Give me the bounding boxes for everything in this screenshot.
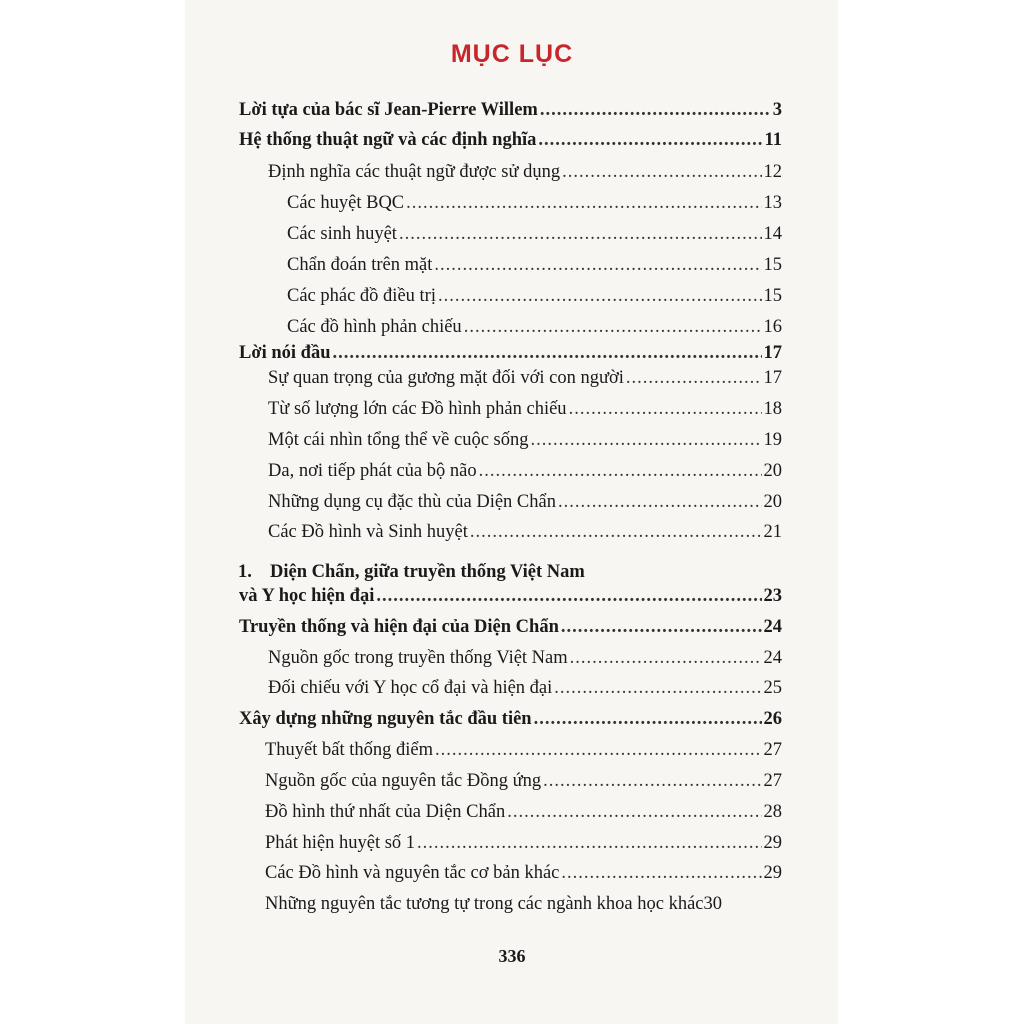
toc-entry-label: Những dụng cụ đặc thù của Diện Chẩn xyxy=(268,492,556,512)
toc-leader-dots xyxy=(434,254,761,276)
toc-entry-label: Nguồn gốc trong truyền thống Việt Nam xyxy=(268,648,568,668)
toc-entry-page: 24 xyxy=(763,617,782,637)
toc-entry-page: 21 xyxy=(763,522,782,542)
toc-entry xyxy=(268,460,782,482)
toc-entry-page: 17 xyxy=(763,368,782,388)
toc-entry-page: 20 xyxy=(763,461,782,481)
toc-entry-label: Các đồ hình phản chiếu xyxy=(287,317,462,337)
toc-leader-dots xyxy=(543,770,761,792)
toc-leader-dots xyxy=(561,862,761,884)
toc-leader-dots xyxy=(534,708,762,730)
toc-entry-page: 30 xyxy=(703,894,723,914)
toc-entry-label: Nguồn gốc của nguyên tắc Đồng ứng xyxy=(265,771,542,791)
toc-leader-dots xyxy=(569,398,762,420)
toc-entry-page: 29 xyxy=(763,863,782,883)
toc-entry xyxy=(287,192,782,214)
toc-entry-page: 15 xyxy=(763,255,782,275)
toc-entry-page: 26 xyxy=(763,709,782,729)
toc-entry-page: 29 xyxy=(763,833,782,853)
toc-leader-dots xyxy=(540,99,771,121)
toc-entry-label: Phát hiện huyệt số 1 xyxy=(265,833,416,853)
toc-entry-page: 13 xyxy=(763,193,782,213)
toc-entry-label: Các Đồ hình và nguyên tắc cơ bản khác xyxy=(265,863,560,883)
page-title: MỤC LỤC xyxy=(450,40,574,68)
toc-entry-label: Thuyết bất thống điểm xyxy=(265,740,434,760)
toc-entry xyxy=(265,770,782,792)
toc-entry xyxy=(265,739,782,761)
toc-leader-dots xyxy=(561,616,762,638)
toc-entry-label: Da, nơi tiếp phát của bộ não xyxy=(268,461,477,481)
toc-entry xyxy=(239,99,782,121)
toc-entry-page: 19 xyxy=(763,430,782,450)
toc-entry xyxy=(265,893,779,915)
toc-leader-dots xyxy=(376,585,761,607)
toc-leader-dots xyxy=(554,677,761,699)
toc-leader-dots xyxy=(332,342,761,364)
toc-entry xyxy=(239,616,782,638)
toc-leader-dots xyxy=(464,316,762,338)
toc-leader-dots xyxy=(507,801,761,823)
toc-entry xyxy=(265,862,782,884)
toc-entry xyxy=(265,832,782,854)
toc-entry-page: 12 xyxy=(763,162,782,182)
toc-entry-label: Đồ hình thứ nhất của Diện Chẩn xyxy=(265,802,506,822)
toc-leader-dots xyxy=(406,192,761,214)
toc-entry-label: Đối chiếu với Y học cổ đại và hiện đại xyxy=(268,678,553,698)
toc-entry-page: 15 xyxy=(763,286,782,306)
toc-entry-label: Xây dựng những nguyên tắc đầu tiên xyxy=(239,709,532,729)
toc-entry-label: Các Đồ hình và Sinh huyệt xyxy=(268,522,468,542)
toc-entry-page: 28 xyxy=(763,802,782,822)
toc-entry xyxy=(268,677,782,699)
toc-entry xyxy=(239,342,782,364)
toc-leader-dots xyxy=(538,129,762,151)
toc-entry-page: 27 xyxy=(763,740,782,760)
chapter-heading xyxy=(238,561,585,583)
toc-entry-label: Sự quan trọng của gương mặt đối với con người xyxy=(268,368,624,388)
chapter-number: 1. xyxy=(238,562,252,582)
toc-entry-page: 11 xyxy=(764,130,782,150)
toc-entry-label: Chẩn đoán trên mặt xyxy=(287,255,433,275)
toc-leader-dots xyxy=(562,161,761,183)
toc-leader-dots xyxy=(417,832,761,854)
toc-leader-dots xyxy=(570,647,762,669)
toc-entry xyxy=(268,367,782,389)
toc-leader-dots xyxy=(399,223,762,245)
toc-entry xyxy=(268,398,782,420)
toc-entry-page: 24 xyxy=(763,648,782,668)
toc-entry-page: 16 xyxy=(763,317,782,337)
toc-entry-page: 25 xyxy=(763,678,782,698)
toc-entry xyxy=(268,429,782,451)
toc-entry-page: 14 xyxy=(763,224,782,244)
toc-entry-label: Các phác đồ điều trị xyxy=(287,286,436,306)
toc-leader-dots xyxy=(438,285,762,307)
toc-entry-label: Các sinh huyệt xyxy=(287,224,397,244)
chapter-title-line2: và Y học hiện đại xyxy=(239,586,375,606)
toc-leader-dots xyxy=(531,429,762,451)
toc-entry-label: Truyền thống và hiện đại của Diện Chẩn xyxy=(239,617,559,637)
toc-entry-label: Những nguyên tắc tương tự trong các ngành khoa học khác xyxy=(265,894,704,914)
toc-entry-label: Từ số lượng lớn các Đồ hình phản chiếu xyxy=(268,399,567,419)
toc-entry-page: 20 xyxy=(763,492,782,512)
toc-entry-label: Các huyệt BQC xyxy=(287,193,405,213)
toc-entry xyxy=(268,647,782,669)
toc-entry-page: 27 xyxy=(763,771,782,791)
page-number: 336 xyxy=(498,946,526,966)
chapter-title-line1: Diện Chẩn, giữa truyền thống Việt Nam xyxy=(270,562,585,582)
toc-entry-page: 17 xyxy=(763,343,782,363)
toc-entry xyxy=(287,316,782,338)
toc-entry-page: 3 xyxy=(772,100,782,120)
toc-leader-dots xyxy=(479,460,762,482)
toc-entry xyxy=(265,801,782,823)
toc-entry-page: 18 xyxy=(763,399,782,419)
toc-entry xyxy=(268,161,782,183)
toc-entry xyxy=(287,223,782,245)
toc-entry-page: 23 xyxy=(763,586,782,606)
toc-entry-label: Một cái nhìn tổng thể về cuộc sống xyxy=(268,430,529,450)
toc-entry-label: Lời nói đầu xyxy=(239,343,331,363)
toc-entry xyxy=(287,254,782,276)
toc-entry xyxy=(239,129,782,151)
toc-entry xyxy=(239,585,782,607)
toc-entry-label: Hệ thống thuật ngữ và các định nghĩa xyxy=(239,130,537,150)
toc-leader-dots xyxy=(435,739,761,761)
toc-entry xyxy=(268,521,782,543)
toc-entry-label: Định nghĩa các thuật ngữ được sử dụng xyxy=(268,162,561,182)
toc-leader-dots xyxy=(558,491,762,513)
toc-leader-dots xyxy=(470,521,762,543)
toc-entry xyxy=(268,491,782,513)
toc-leader-dots xyxy=(626,367,762,389)
toc-entry xyxy=(287,285,782,307)
toc-entry-label: Lời tựa của bác sĩ Jean-Pierre Willem xyxy=(239,100,538,120)
toc-entry xyxy=(239,708,782,730)
